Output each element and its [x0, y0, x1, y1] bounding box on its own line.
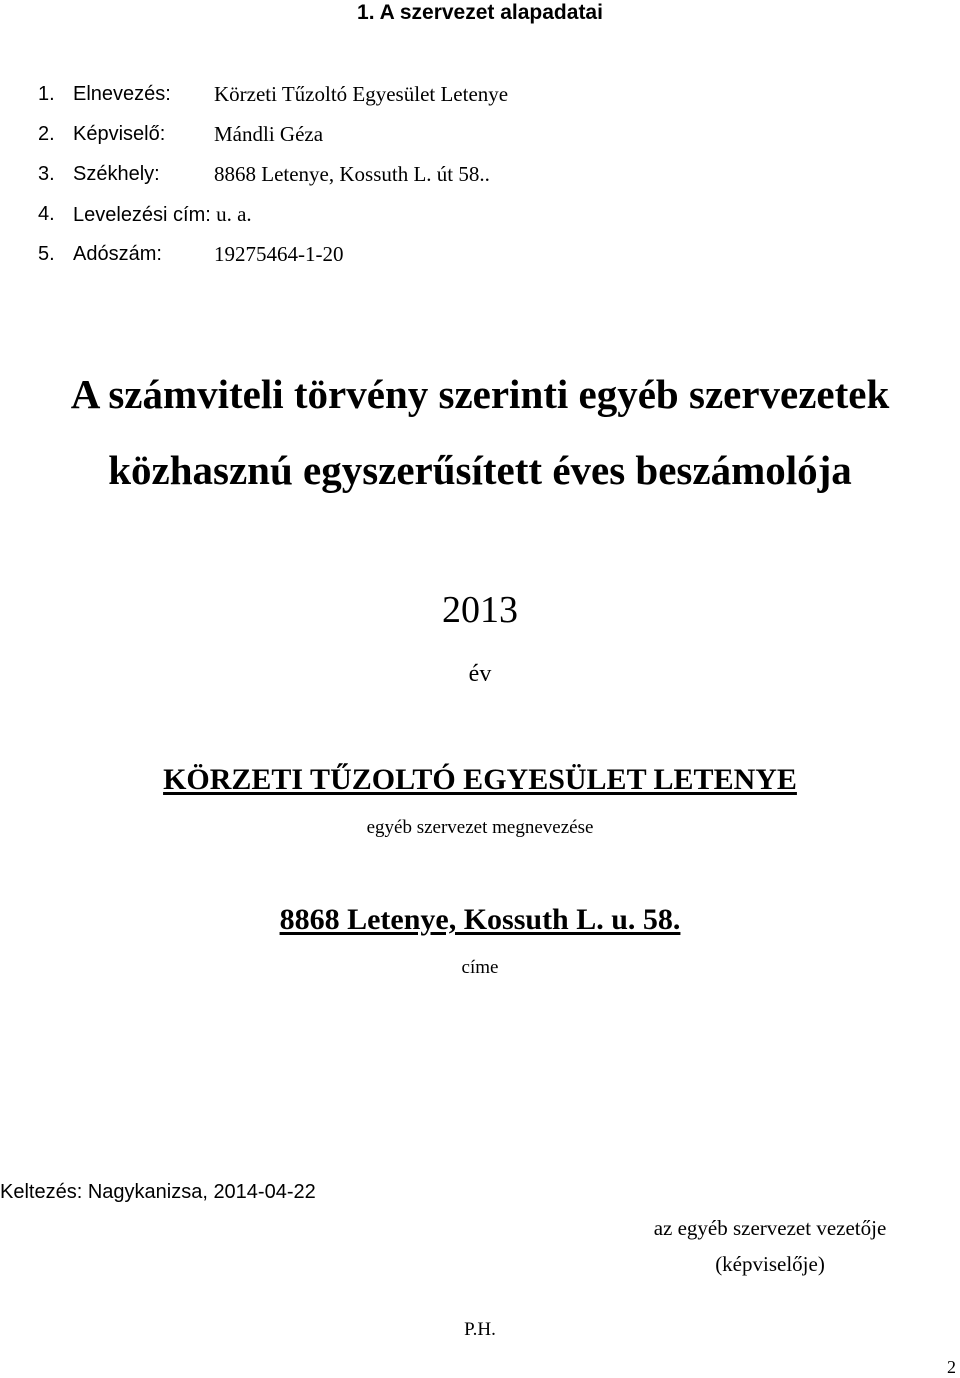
report-year-label: év [468, 661, 492, 687]
info-label-representative: Képviselő: [73, 123, 166, 145]
info-label-mailing-address: Levelezési cím: [73, 204, 211, 226]
info-number: 2. [38, 123, 55, 145]
signature-line-1: az egyéb szervezet vezetője [653, 1216, 887, 1240]
report-title [0, 356, 960, 508]
info-number: 5. [38, 243, 55, 265]
info-value-headquarters: 8868 Letenye, Kossuth L. út 58.. [214, 162, 490, 186]
info-label-headquarters: Székhely: [73, 163, 160, 185]
info-row-name [38, 78, 738, 118]
info-row-representative [38, 118, 738, 158]
info-number: 1. [38, 83, 55, 105]
info-number: 3. [38, 163, 55, 185]
organization-name: KÖRZETI TŰZOLTÓ EGYESÜLET LETENYE [163, 763, 797, 796]
info-label-name: Elnevezés: [73, 83, 171, 105]
organization-name-caption: egyéb szervezet megnevezése [366, 817, 594, 838]
organization-address: 8868 Letenye, Kossuth L. u. 58. [279, 903, 681, 936]
info-value-representative: Mándli Géza [214, 122, 324, 146]
info-value-tax-number: 19275464-1-20 [214, 242, 344, 266]
info-number: 4. [38, 203, 55, 225]
info-value-name: Körzeti Tűzoltó Egyesület Letenye [214, 82, 509, 106]
organization-info-list [38, 78, 738, 278]
info-value-mailing-address: u. a. [216, 202, 252, 226]
page-number: 2 [947, 1357, 956, 1377]
report-year: 2013 [442, 589, 518, 631]
date-and-place: Keltezés: Nagykanizsa, 2014-04-22 [0, 1181, 316, 1203]
report-title-line-1: A számviteli törvény szerinti egyéb szervezetek [70, 371, 890, 417]
signature-line-2: (képviselője) [715, 1252, 825, 1276]
info-inline-mailing-address [73, 198, 252, 231]
report-title-line-2: közhasznú egyszerűsített éves beszámolója [108, 447, 852, 493]
info-row-headquarters [38, 158, 738, 198]
stamp-placeholder: P.H. [464, 1319, 496, 1340]
info-label-tax-number: Adószám: [73, 243, 162, 265]
organization-address-caption: címe [461, 957, 499, 978]
info-row-mailing-address [38, 198, 738, 238]
signature-block [620, 1210, 920, 1282]
section-heading: 1. A szervezet alapadatai [357, 1, 603, 24]
info-row-tax-number [38, 238, 738, 278]
